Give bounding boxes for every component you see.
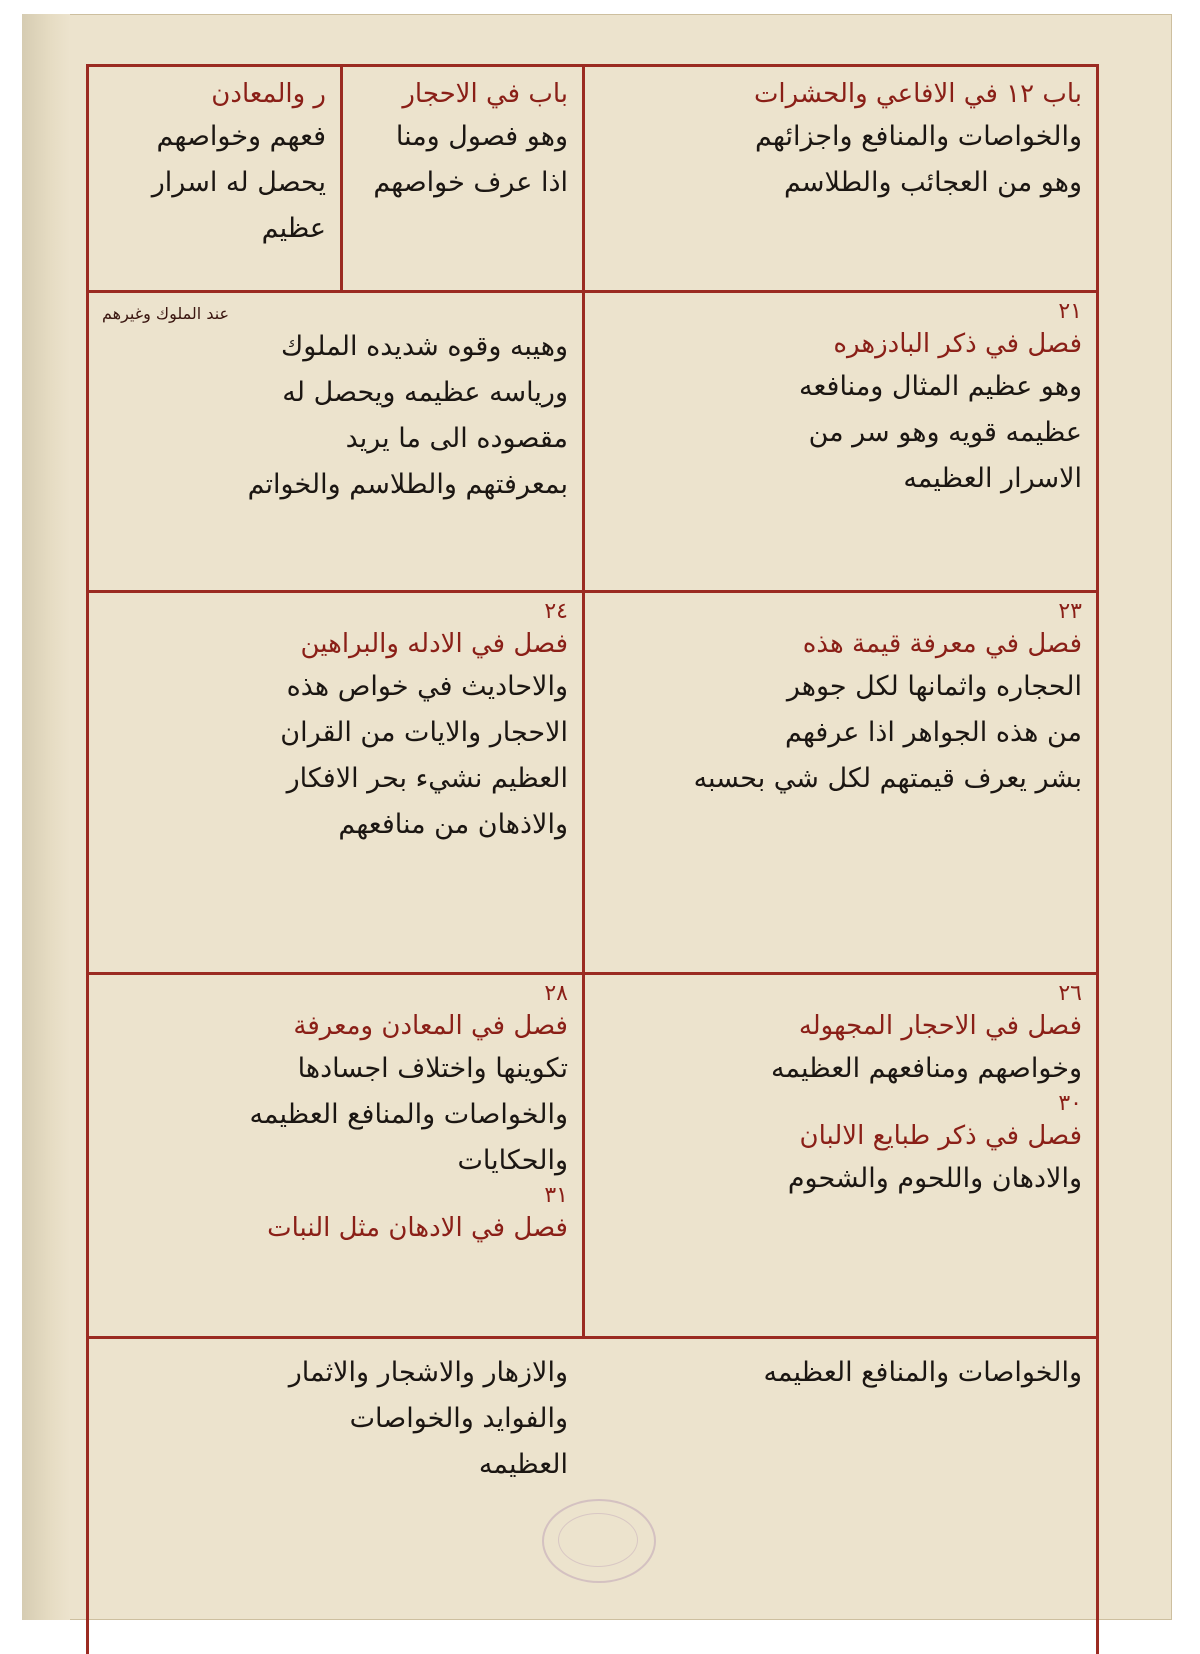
text-line: يحصل له اسرار عظيم: [151, 167, 326, 244]
text-line: وهيبه وقوه شديده الملوك: [281, 331, 568, 362]
section-number: ٢٦: [1058, 981, 1082, 1006]
text-line: والخواصات والمنافع العظيمه: [249, 1099, 568, 1130]
section-cell-continuation: [89, 294, 582, 590]
section-cell-24: [89, 594, 582, 972]
section-heading: فصل في ذكر البادزهره: [833, 329, 1082, 359]
rule-row1: [86, 290, 1098, 293]
section-number: ٢٤: [544, 599, 568, 624]
section-heading: فصل في الاحجار المجهوله: [798, 1011, 1082, 1041]
text-line: والخواصات والمنافع العظيمه: [763, 1357, 1082, 1388]
text-line: عظيمه قويه وهو سر من: [808, 417, 1082, 448]
section-cell-23: [585, 594, 1096, 972]
text-line: العظيم نشيء بحر الافكار: [286, 763, 568, 794]
footer-right: [585, 1344, 1096, 1464]
text-line: بشر يعرف قيمتهم لكل شي بحسبه: [693, 763, 1082, 794]
rule-right: [1096, 64, 1099, 1654]
section-heading: فصل في ذكر طبايع الالبان: [799, 1121, 1082, 1151]
text-line: والحكايات: [457, 1145, 568, 1176]
margin-note: عند الملوك وغيرهم: [102, 304, 230, 323]
chapter-heading: ر والمعادن: [211, 79, 326, 109]
chapter-cell-middle: [343, 68, 582, 290]
section-cell-21: [585, 294, 1096, 590]
footer-left: [89, 1344, 582, 1544]
text-line: وخواصهم ومنافعهم العظيمه: [770, 1053, 1082, 1084]
text-line: اذا عرف خواصهم: [373, 167, 568, 198]
text-line: وهو فصول ومنا: [395, 121, 568, 152]
section-heading: فصل في معرفة قيمة هذه: [802, 629, 1082, 659]
text-line: الاسرار العظيمه: [903, 463, 1082, 494]
chapter-cell-right: [585, 68, 1096, 290]
text-line: ورياسه عظيمه ويحصل له: [282, 377, 568, 408]
text-line: والاحاديث في خواص هذه: [286, 671, 568, 702]
manuscript-page: [22, 14, 1172, 1620]
text-line: والاذهان من منافعهم: [338, 809, 568, 840]
text-line: وهو من العجائب والطلاسم: [783, 167, 1082, 198]
library-stamp: [542, 1499, 656, 1583]
rule-row4: [86, 1336, 1098, 1339]
text-line: العظيمه: [478, 1449, 568, 1480]
section-number: ٢٣: [1058, 599, 1082, 624]
text-line: بمعرفتهم والطلاسم والخواتم: [247, 469, 568, 500]
text-line: والازهار والاشجار والاثمار: [288, 1357, 568, 1388]
text-line: مقصوده الى ما يريد: [345, 423, 568, 454]
chapter-heading: باب ١٢ في الافاعي والحشرات: [753, 79, 1082, 109]
text-line: تكوينها واختلاف اجسادها: [297, 1053, 568, 1084]
section-number: ٢١: [1058, 299, 1082, 324]
section-cell-26-30: [585, 976, 1096, 1336]
section-heading: فصل في المعادن ومعرفة: [293, 1011, 568, 1041]
text-line: والادهان واللحوم والشحوم: [787, 1163, 1082, 1194]
chapter-cell-left: [89, 68, 340, 290]
section-cell-28-31: [89, 976, 582, 1336]
section-number: ٢٨: [544, 981, 568, 1006]
chapter-heading: باب في الاحجار: [402, 79, 568, 109]
text-line: الاحجار والايات من القران: [280, 717, 568, 748]
text-line: من هذه الجواهر اذا عرفهم: [785, 717, 1082, 748]
section-number: ٣١: [544, 1183, 568, 1208]
text-line: والخواصات والمنافع واجزائهم: [755, 121, 1082, 152]
section-heading: فصل في الادله والبراهين: [300, 629, 568, 659]
text-line: والفوايد والخواصات: [349, 1403, 568, 1434]
rule-row3: [86, 972, 1098, 975]
rule-row2: [86, 590, 1098, 593]
text-line: فعهم وخواصهم: [156, 121, 326, 152]
section-heading: فصل في الادهان مثل النبات: [267, 1213, 568, 1243]
binding-edge: [22, 14, 70, 1620]
rule-top: [86, 64, 1098, 67]
text-line: الحجاره واثمانها لكل جوهر: [786, 671, 1082, 702]
text-line: وهو عظيم المثال ومنافعه: [799, 371, 1082, 402]
section-number: ٣٠: [1058, 1091, 1082, 1116]
